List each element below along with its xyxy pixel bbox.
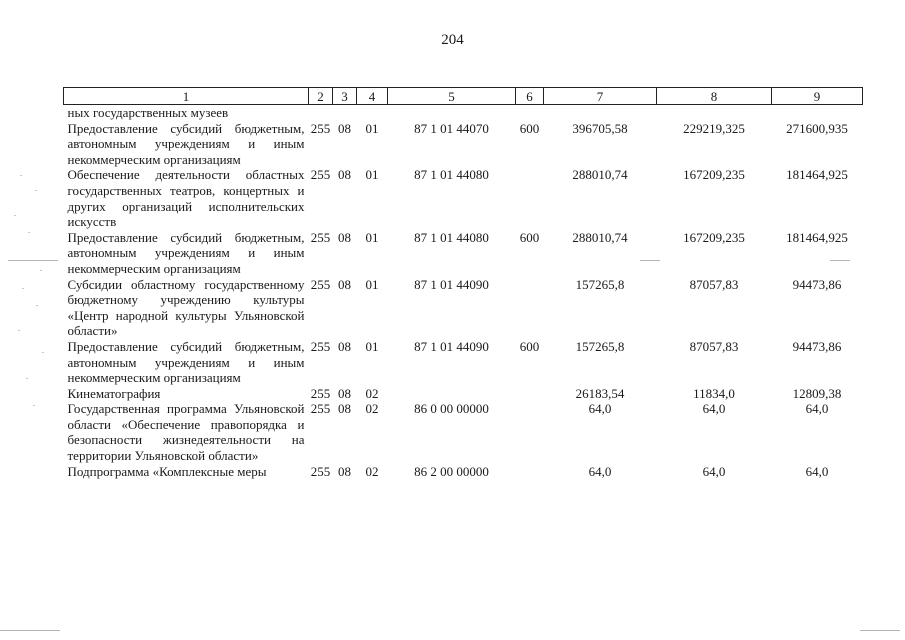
row-name: Государственная программа Ульяновской области «Обеспечение правопорядка и безопасности жизнедеятельности на территории Ульяновской области» — [67, 401, 305, 464]
cell-target-code: 87 1 01 44080 — [414, 229, 489, 245]
column-header: 1 — [64, 88, 309, 105]
cell-expense-type — [516, 386, 544, 402]
table-row — [64, 277, 863, 339]
scan-artifact — [36, 305, 38, 306]
table-row — [64, 386, 863, 402]
scan-artifact — [18, 330, 20, 331]
row-name: Предоставление субсидий бюджетным, автономным учреждениям и иным некоммерческим организациям — [67, 338, 305, 386]
cell-admin: 255 — [310, 338, 331, 354]
cell-section: 08 — [338, 338, 351, 354]
cell-admin: 255 — [310, 463, 331, 479]
cell-target-code: 87 1 01 44090 — [414, 338, 489, 354]
cell-expense-type: 600 — [519, 120, 540, 136]
table-header-row — [64, 88, 863, 105]
cell-amount-2: 64,0 — [702, 401, 726, 417]
cell-target-code: 86 0 00 00000 — [414, 401, 489, 417]
cell-amount-2: 11834,0 — [693, 385, 735, 401]
scan-artifact — [8, 260, 58, 261]
cell-subsection: 01 — [365, 167, 379, 183]
cell-amount-1 — [544, 105, 657, 121]
cell-subsection: 02 — [365, 463, 379, 479]
cell-target-code — [388, 105, 516, 121]
row-name: ных государственных музеев — [67, 105, 229, 120]
row-name: Предоставление субсидий бюджетным, автономным учреждениям и иным некоммерческим организациям — [67, 120, 305, 167]
scan-artifact — [860, 630, 900, 631]
cell-subsection: 01 — [365, 276, 379, 292]
cell-amount-2: 167209,235 — [683, 167, 745, 183]
cell-section: 08 — [338, 385, 351, 401]
cell-amount-3: 181464,925 — [786, 229, 848, 245]
cell-amount-1: 396705,58 — [572, 120, 628, 136]
row-name: Субсидии областному государственному бюджетному учреждению культуры «Центр народной культуры Ульяновской области» — [67, 276, 305, 339]
cell-section: 08 — [338, 229, 351, 245]
cell-section: 08 — [338, 463, 351, 479]
cell-amount-1: 157265,8 — [575, 276, 625, 292]
cell-expense-type: 600 — [519, 338, 540, 354]
cell-target-code — [388, 386, 516, 402]
cell-amount-2: 64,0 — [702, 463, 726, 479]
scan-artifact — [830, 260, 850, 261]
page-number: 204 — [441, 32, 464, 48]
column-header: 4 — [357, 88, 388, 105]
cell-section — [333, 105, 357, 121]
column-header: 7 — [544, 88, 657, 105]
cell-subsection — [357, 105, 388, 121]
scan-artifact — [40, 270, 42, 271]
cell-section: 08 — [338, 167, 351, 183]
table-row — [64, 401, 863, 463]
cell-target-code: 87 1 01 44090 — [414, 276, 489, 292]
table-row — [64, 121, 863, 168]
cell-subsection: 02 — [365, 385, 379, 401]
cell-amount-3: 64,0 — [805, 401, 829, 417]
cell-target-code: 87 1 01 44080 — [414, 167, 489, 183]
row-name: Подпрограмма «Комплексные меры — [67, 463, 267, 479]
scan-artifact — [33, 405, 35, 406]
cell-expense-type — [516, 105, 544, 121]
column-header: 2 — [309, 88, 333, 105]
cell-amount-1: 157265,8 — [575, 338, 625, 354]
cell-amount-2: 87057,83 — [689, 276, 739, 292]
cell-amount-1: 26183,54 — [575, 385, 625, 401]
column-header: 5 — [388, 88, 516, 105]
cell-admin: 255 — [310, 167, 331, 183]
scan-artifact — [0, 630, 60, 631]
table-row — [64, 230, 863, 277]
cell-amount-3: 94473,86 — [792, 276, 842, 292]
scan-artifact — [20, 175, 22, 176]
cell-admin: 255 — [310, 229, 331, 245]
cell-target-code: 86 2 00 00000 — [414, 463, 489, 479]
column-header: 6 — [516, 88, 544, 105]
budget-table — [63, 87, 863, 479]
column-header: 8 — [657, 88, 772, 105]
cell-amount-2: 87057,83 — [689, 338, 739, 354]
cell-admin: 255 — [310, 120, 331, 136]
cell-subsection: 02 — [365, 401, 379, 417]
row-name: Кинематография — [67, 385, 161, 401]
cell-admin — [309, 105, 333, 121]
cell-expense-type — [516, 277, 544, 339]
scan-artifact — [26, 378, 28, 379]
table-row — [64, 339, 863, 386]
cell-expense-type — [516, 401, 544, 463]
cell-amount-1: 64,0 — [588, 401, 612, 417]
scan-artifact — [35, 190, 37, 191]
cell-amount-1: 64,0 — [588, 463, 612, 479]
scan-artifact — [14, 215, 16, 216]
cell-amount-3 — [772, 105, 863, 121]
cell-expense-type: 600 — [519, 229, 540, 245]
cell-amount-2: 167209,235 — [683, 229, 745, 245]
row-name: Предоставление субсидий бюджетным, автономным учреждениям и иным некоммерческим организациям — [67, 229, 305, 276]
table-row — [64, 167, 863, 229]
scan-artifact — [42, 352, 44, 353]
column-header: 9 — [772, 88, 863, 105]
scan-artifact — [22, 288, 24, 289]
cell-amount-2 — [657, 105, 772, 121]
cell-amount-2: 229219,325 — [683, 120, 745, 136]
cell-amount-3: 271600,935 — [786, 120, 848, 136]
cell-amount-3: 181464,925 — [786, 167, 848, 183]
cell-section: 08 — [338, 120, 351, 136]
cell-admin: 255 — [310, 276, 331, 292]
scan-artifact — [640, 260, 660, 261]
cell-amount-3: 12809,38 — [792, 385, 842, 401]
column-header: 3 — [333, 88, 357, 105]
cell-amount-1: 288010,74 — [572, 167, 628, 183]
cell-expense-type — [516, 464, 544, 480]
table-row — [64, 464, 863, 480]
cell-expense-type — [516, 167, 544, 229]
cell-subsection: 01 — [365, 338, 379, 354]
cell-section: 08 — [338, 276, 351, 292]
cell-target-code: 87 1 01 44070 — [414, 120, 489, 136]
cell-admin: 255 — [310, 401, 331, 417]
cell-section: 08 — [338, 401, 351, 417]
cell-admin: 255 — [310, 385, 331, 401]
cell-amount-3: 94473,86 — [792, 338, 842, 354]
cell-subsection: 01 — [365, 120, 379, 136]
scan-artifact — [28, 232, 30, 233]
cell-subsection: 01 — [365, 229, 379, 245]
cell-amount-1: 288010,74 — [572, 229, 628, 245]
cell-amount-3: 64,0 — [805, 463, 829, 479]
table-row — [64, 105, 863, 121]
row-name: Обеспечение деятельности областных государственных театров, концертных и других организаций исполнительских искусств — [67, 167, 305, 230]
